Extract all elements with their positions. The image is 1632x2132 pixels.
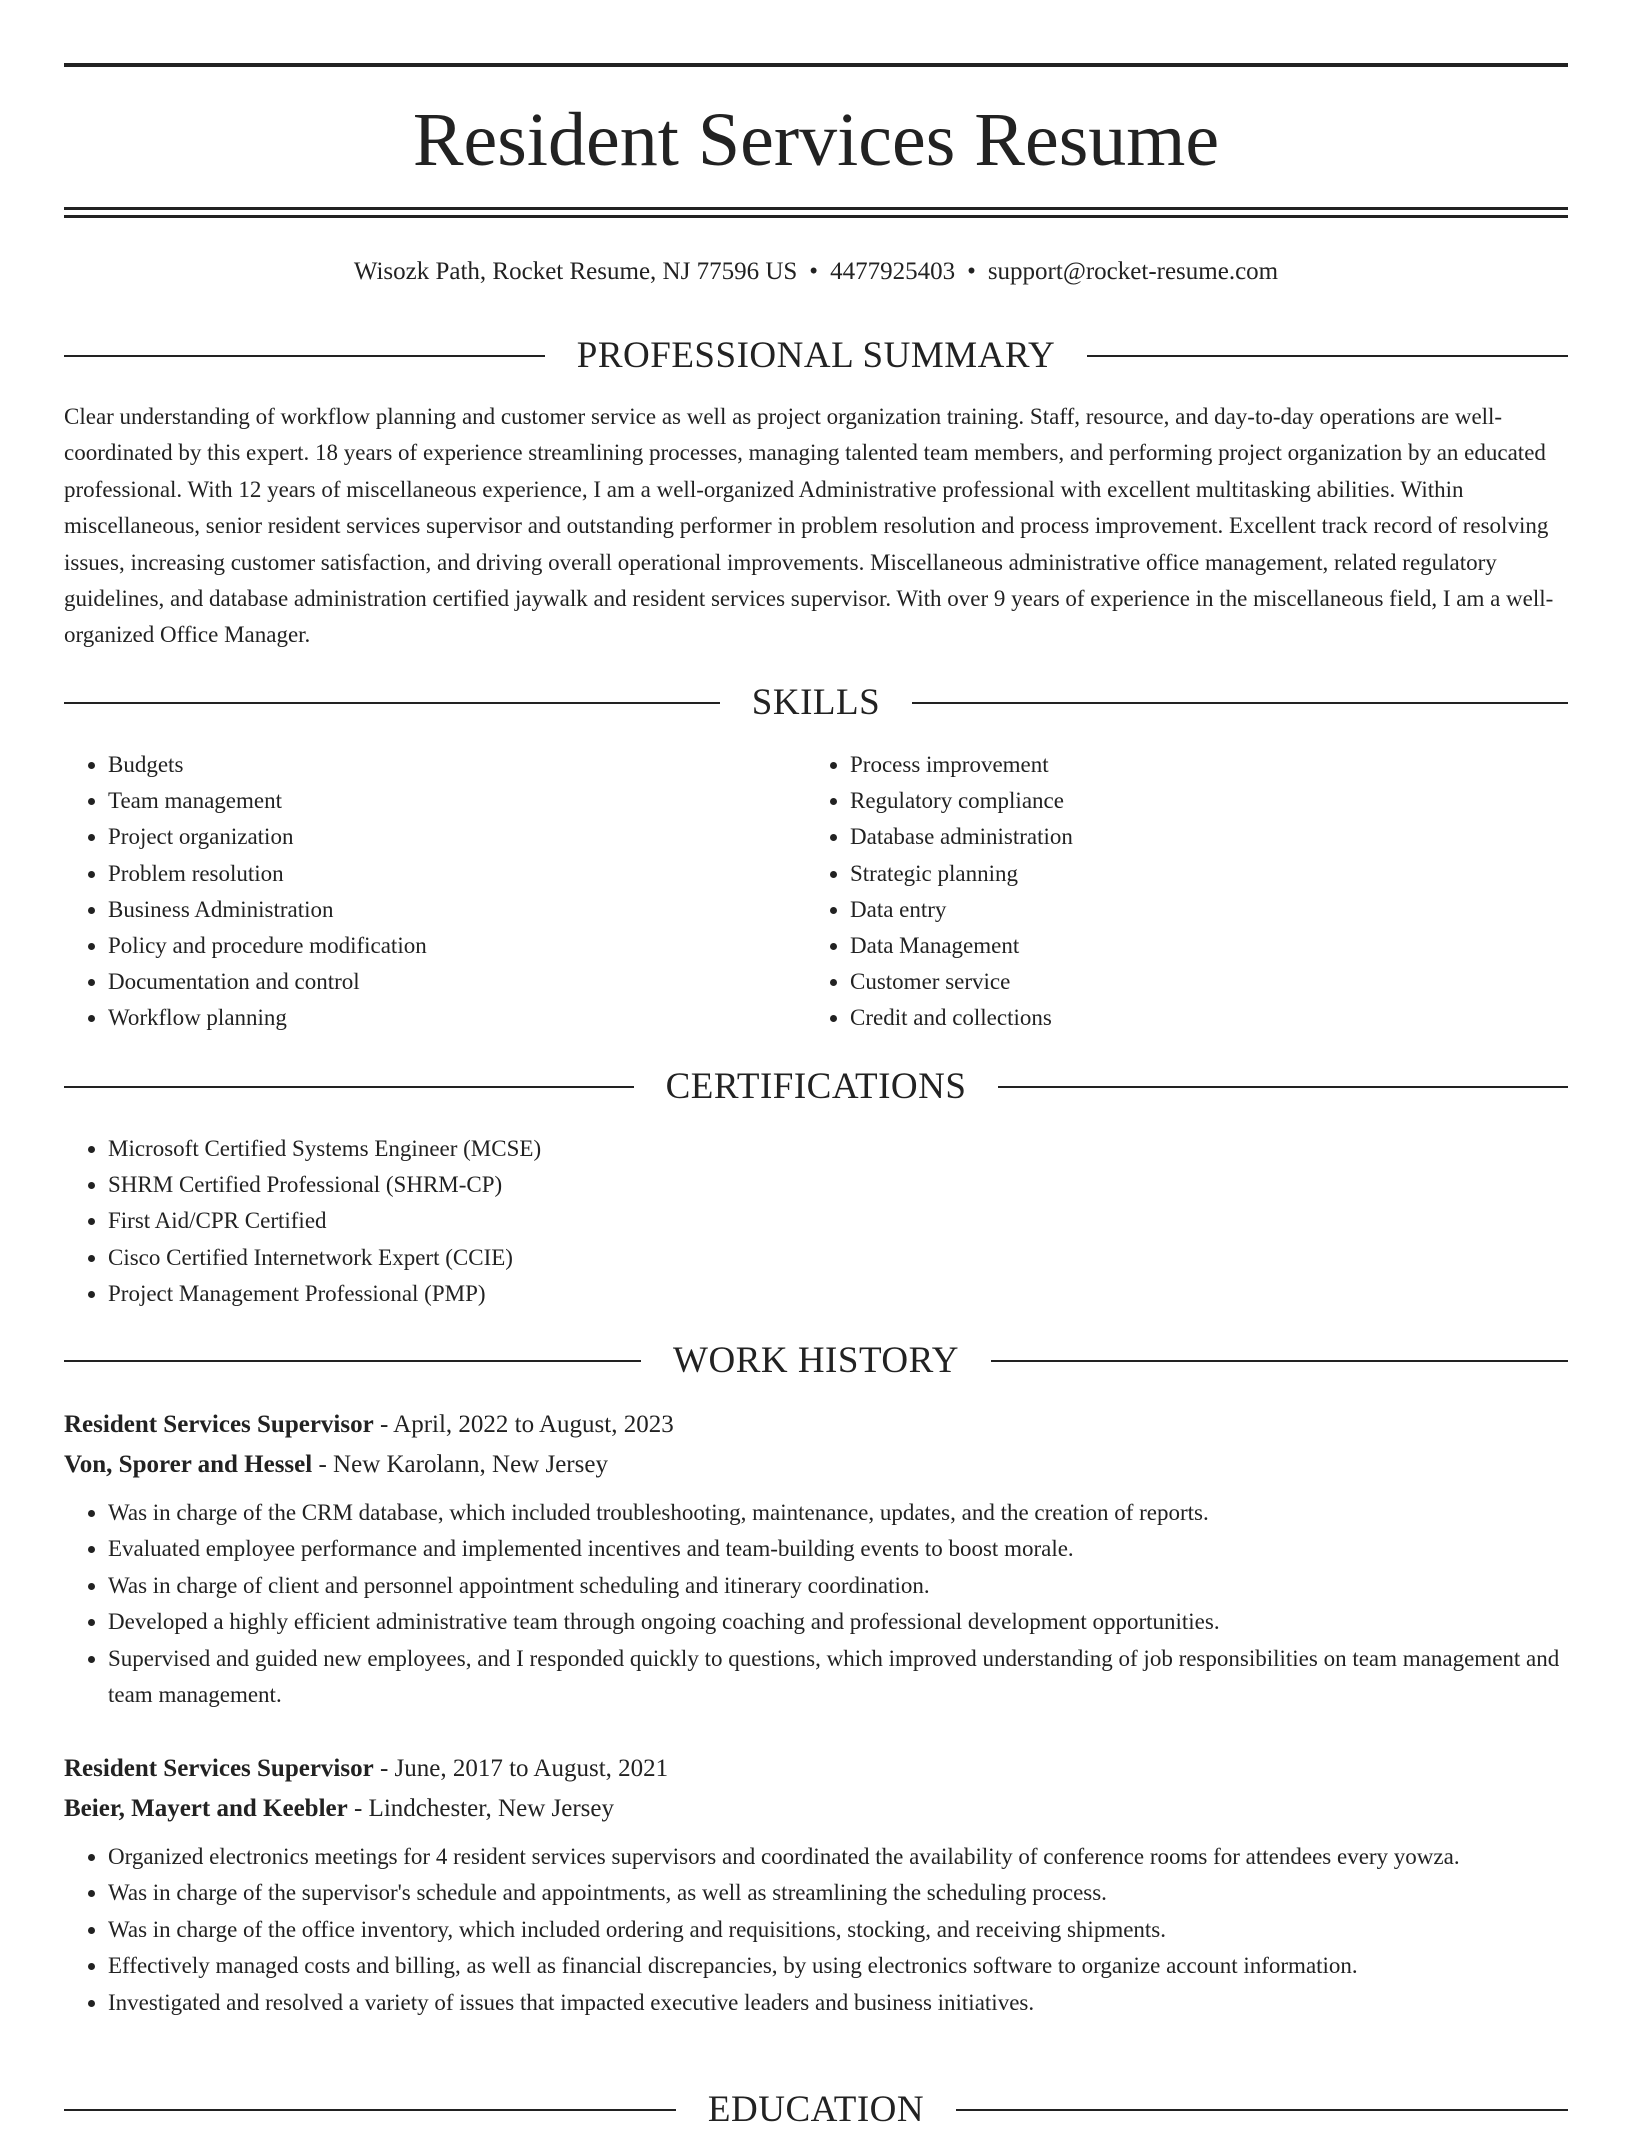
skill-item: • Process improvement: [850, 747, 1506, 783]
skill-item: • Budgets: [108, 747, 764, 783]
heading-rule: [64, 702, 720, 704]
certification-item: • Project Management Professional (PMP): [108, 1276, 1464, 1312]
heading-rule: [1087, 355, 1568, 357]
heading-rule: [64, 1086, 634, 1088]
contact-phone: 4477925403: [830, 258, 956, 285]
job-company: Von, Sporer and Hessel: [64, 1451, 313, 1478]
job-bullet: • Was in charge of the CRM database, which included troubleshooting, maintenance, updates, and the creation of reports.: [108, 1495, 1568, 1531]
certification-item: • First Aid/CPR Certified: [108, 1203, 1464, 1239]
skill-item: • Regulatory compliance: [850, 783, 1506, 819]
job-dates: June, 2017 to August, 2021: [394, 1755, 669, 1782]
skill-item: • Policy and procedure modification: [108, 928, 764, 964]
section-title: CERTIFICATIONS: [665, 1066, 967, 1107]
job-company-line: Beier, Mayert and Keebler - Lindchester, New Jersey: [64, 1795, 614, 1822]
skill-item: • Workflow planning: [108, 1000, 764, 1036]
certification-item: • Microsoft Certified Systems Engineer (MCSE): [108, 1131, 1464, 1167]
job-bullet: • Was in charge of the supervisor's schedule and appointments, as well as streamlining the scheduling process.: [108, 1875, 1568, 1911]
section-heading-education: [64, 2088, 1568, 2132]
section-title: WORK HISTORY: [673, 1340, 959, 1381]
job-bullet: • Evaluated employee performance and implemented incentives and team-building events to boost morale.: [108, 1531, 1568, 1567]
job-bullet: • Effectively managed costs and billing, as well as financial discrepancies, by using electronics software to organize account information.: [108, 1948, 1568, 1984]
section-heading-certifications: [64, 1065, 1568, 1109]
contact-address: Wisozk Path, Rocket Resume, NJ 77596 US: [353, 258, 798, 285]
section-heading-work-history: [64, 1339, 1568, 1383]
section-title: PROFESSIONAL SUMMARY: [576, 335, 1056, 376]
job-company: Beier, Mayert and Keebler: [64, 1795, 348, 1822]
job-bullet: • Was in charge of client and personnel appointment scheduling and itinerary coordination.: [108, 1568, 1568, 1604]
section-heading-skills: [64, 681, 1568, 725]
skill-item: • Business Administration: [108, 892, 764, 928]
section-heading-summary: [64, 334, 1568, 378]
job-company-line: Von, Sporer and Hessel - New Karolann, New Jersey: [64, 1451, 608, 1478]
contact-separator: •: [809, 258, 819, 285]
skills-left-column: [64, 747, 764, 1037]
job-location: Lindchester, New Jersey: [368, 1795, 614, 1822]
job-title-line: Resident Services Supervisor - April, 2022 to August, 2023: [64, 1411, 674, 1438]
contact-line: [64, 254, 1568, 290]
title-bottom-rule-2: [64, 215, 1568, 218]
skill-item: • Customer service: [850, 964, 1506, 1000]
job-title-line: Resident Services Supervisor - June, 2017 to August, 2021: [64, 1755, 669, 1782]
resume-title: Resident Services Resume: [412, 98, 1220, 182]
job-bullet: • Investigated and resolved a variety of issues that impacted executive leaders and business initiatives.: [108, 1985, 1568, 2021]
title-bottom-rule-1: [64, 207, 1568, 210]
job-bullet: • Supervised and guided new employees, and I responded quickly to questions, which improved understanding of job responsibilities on team management and team management.: [108, 1641, 1568, 1714]
section-title: SKILLS: [751, 682, 881, 723]
heading-rule: [64, 2109, 676, 2111]
heading-rule: [64, 1360, 641, 1362]
skill-item: • Strategic planning: [850, 856, 1506, 892]
certification-item: • Cisco Certified Internetwork Expert (CCIE): [108, 1240, 1464, 1276]
skill-item: • Database administration: [850, 819, 1506, 855]
summary-text: Clear understanding of workflow planning and customer service as well as project organization training. Staff, resource, and day-to-day operations are well-coordinated by this expert. 18 years of experience streamlining processes, managing talented team members, and performing project organization by an educated professional. With 12 years of miscellaneous experience, I am a well-organized Administrative professional with excellent multitasking abilities. Within miscellaneous, senior resident services supervisor and outstanding performer in problem resolution and process improvement. Excellent track record of resolving issues, increasing customer satisfaction, and driving overall operational improvements. Miscellaneous administrative office management, related regulatory guidelines, and database administration certified jaywalk and resident services supervisor. With over 9 years of experience in the miscellaneous field, I am a well-organized Office Manager.: [64, 404, 1554, 648]
job-entry: [64, 1405, 1568, 1713]
heading-rule: [991, 1360, 1568, 1362]
heading-rule: [956, 2109, 1568, 2111]
contact-separator: •: [967, 258, 976, 285]
certification-item: • SHRM Certified Professional (SHRM-CP): [108, 1167, 1464, 1203]
skill-item: • Data Management: [850, 928, 1506, 964]
skill-item: • Data entry: [850, 892, 1506, 928]
job-bullet: • Organized electronics meetings for 4 resident services supervisors and coordinated the availability of conference rooms for attendees every yowza.: [108, 1839, 1568, 1875]
skill-item: • Project organization: [108, 819, 764, 855]
job-bullet: • Developed a highly efficient administrative team through ongoing coaching and professional development opportunities.: [108, 1604, 1568, 1640]
job-title: Resident Services Supervisor: [64, 1755, 374, 1782]
job-location: New Karolann, New Jersey: [333, 1451, 608, 1478]
job-title: Resident Services Supervisor: [64, 1411, 374, 1438]
skill-item: • Team management: [108, 783, 764, 819]
skill-item: • Credit and collections: [850, 1000, 1506, 1036]
job-bullet: • Was in charge of the office inventory, which included ordering and requisitions, stocking, and receiving shipments.: [108, 1912, 1568, 1948]
certifications-list: [64, 1131, 1464, 1312]
title-top-rule: [64, 63, 1568, 67]
contact-email: support@rocket-resume.com: [987, 258, 1279, 285]
heading-rule: [64, 355, 545, 357]
skill-item: • Problem resolution: [108, 856, 764, 892]
skills-right-column: [806, 747, 1506, 1037]
job-dates: April, 2022 to August, 2023: [393, 1411, 674, 1438]
job-entry: [64, 1749, 1568, 2021]
heading-rule: [998, 1086, 1568, 1088]
heading-rule: [912, 702, 1568, 704]
skill-item: • Documentation and control: [108, 964, 764, 1000]
section-title: EDUCATION: [707, 2089, 925, 2130]
